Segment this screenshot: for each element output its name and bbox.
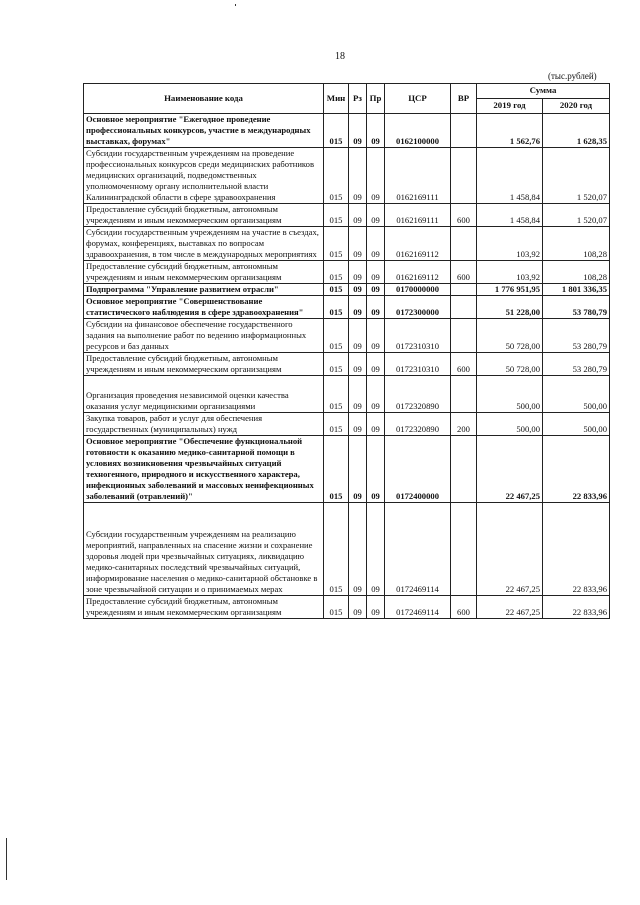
- table-row: [84, 227, 610, 261]
- row-rz: 09: [349, 227, 367, 261]
- row-pr: 09: [367, 284, 385, 296]
- header-year-2020: 2020 год: [543, 99, 610, 114]
- row-min: 015: [324, 413, 349, 436]
- row-rz: 09: [349, 353, 367, 376]
- row-vr: 200: [451, 413, 477, 436]
- row-min: 015: [324, 204, 349, 227]
- table-row: [84, 319, 610, 353]
- row-rz: 09: [349, 114, 367, 148]
- row-rz: 09: [349, 296, 367, 319]
- row-vr: 600: [451, 596, 477, 619]
- row-amount-2019: 22 467,25: [477, 503, 543, 596]
- row-pr: 09: [367, 413, 385, 436]
- row-amount-2019: 1 776 951,95: [477, 284, 543, 296]
- row-name: Предоставление субсидий бюджетным, автономным учреждениям и иным некоммерческим организациям: [84, 353, 324, 376]
- row-vr: [451, 296, 477, 319]
- row-amount-2019: 103,92: [477, 261, 543, 284]
- table-row: [84, 413, 610, 436]
- row-csr: 0172469114: [385, 596, 451, 619]
- row-csr: 0162100000: [385, 114, 451, 148]
- row-pr: 09: [367, 596, 385, 619]
- row-csr: 0172320890: [385, 376, 451, 413]
- row-min: 015: [324, 148, 349, 204]
- row-rz: 09: [349, 413, 367, 436]
- row-csr: 0162169111: [385, 204, 451, 227]
- page-number: 18: [335, 51, 345, 62]
- row-amount-2019: 50 728,00: [477, 353, 543, 376]
- row-vr: [451, 503, 477, 596]
- row-amount-2020: 108,28: [543, 227, 610, 261]
- header-year-2019: 2019 год: [477, 99, 543, 114]
- row-amount-2020: 1 801 336,35: [543, 284, 610, 296]
- row-amount-2020: 53 780,79: [543, 296, 610, 319]
- row-min: 015: [324, 436, 349, 503]
- row-csr: 0162169112: [385, 227, 451, 261]
- row-rz: 09: [349, 261, 367, 284]
- row-rz: 09: [349, 503, 367, 596]
- row-name: Закупка товаров, работ и услуг для обеспечения государственных (муниципальных) нужд: [84, 413, 324, 436]
- row-min: 015: [324, 296, 349, 319]
- header-pr: Пр: [367, 84, 385, 114]
- row-rz: 09: [349, 436, 367, 503]
- row-vr: [451, 376, 477, 413]
- header-min: Мин: [324, 84, 349, 114]
- row-name: Предоставление субсидий бюджетным, автономным учреждениям и иным некоммерческим организациям: [84, 596, 324, 619]
- row-amount-2020: 500,00: [543, 413, 610, 436]
- row-pr: 09: [367, 353, 385, 376]
- row-pr: 09: [367, 503, 385, 596]
- row-vr: 600: [451, 204, 477, 227]
- row-min: 015: [324, 319, 349, 353]
- row-amount-2020: 1 520,07: [543, 204, 610, 227]
- row-min: 015: [324, 227, 349, 261]
- row-amount-2019: 22 467,25: [477, 436, 543, 503]
- row-amount-2019: 1 562,76: [477, 114, 543, 148]
- row-vr: 600: [451, 261, 477, 284]
- header-sum: Сумма: [477, 84, 610, 99]
- row-rz: 09: [349, 204, 367, 227]
- row-name: Предоставление субсидий бюджетным, автономным учреждениям и иным некоммерческим организациям: [84, 204, 324, 227]
- table-row: [84, 353, 610, 376]
- row-rz: 09: [349, 284, 367, 296]
- row-vr: [451, 436, 477, 503]
- table-row: [84, 284, 610, 296]
- row-min: 015: [324, 353, 349, 376]
- row-amount-2019: 22 467,25: [477, 596, 543, 619]
- row-pr: 09: [367, 114, 385, 148]
- scan-mark: [6, 838, 7, 880]
- row-pr: 09: [367, 261, 385, 284]
- row-name: Подпрограмма "Управление развитием отрасли": [84, 284, 324, 296]
- row-amount-2020: 22 833,96: [543, 436, 610, 503]
- row-amount-2019: 500,00: [477, 376, 543, 413]
- table-row: [84, 261, 610, 284]
- row-min: 015: [324, 376, 349, 413]
- table-row: [84, 503, 610, 596]
- row-csr: 0172320890: [385, 413, 451, 436]
- row-rz: 09: [349, 376, 367, 413]
- row-csr: 0170000000: [385, 284, 451, 296]
- row-pr: 09: [367, 204, 385, 227]
- row-rz: 09: [349, 319, 367, 353]
- row-name: Субсидии государственным учреждениям на реализацию мероприятий, направленных на спасение жизни и сохранение здоровья людей при чрезвычайных ситуациях, ликвидацию медико-санитарных последствий чрезвычайных ситуаций, информирование населения о медико-санитарной обстановке в зоне чрезвычайной ситуации и о принимаемых мерах: [84, 503, 324, 596]
- header-vr: ВР: [451, 84, 477, 114]
- row-amount-2020: 500,00: [543, 376, 610, 413]
- row-csr: 0172400000: [385, 436, 451, 503]
- row-min: 015: [324, 114, 349, 148]
- row-pr: 09: [367, 319, 385, 353]
- row-vr: [451, 148, 477, 204]
- row-amount-2019: 50 728,00: [477, 319, 543, 353]
- row-pr: 09: [367, 227, 385, 261]
- row-amount-2020: 22 833,96: [543, 503, 610, 596]
- units-label: (тыс.рублей): [548, 71, 597, 81]
- row-min: 015: [324, 261, 349, 284]
- row-vr: [451, 284, 477, 296]
- row-min: 015: [324, 284, 349, 296]
- row-vr: [451, 114, 477, 148]
- table-row: [84, 596, 610, 619]
- row-name: Основное мероприятие "Обеспечение функциональной готовности к оказанию медико-санитарной помощи в условиях возникновения чрезвычайных ситуаций техногенного, природного и искусственного характера, инфекционных заболеваний и массовых неинфекционных заболеваний (отравлений)": [84, 436, 324, 503]
- row-vr: [451, 227, 477, 261]
- row-name: Субсидии государственным учреждениям на участие в съездах, форумах, конференциях, выставках по вопросам здравоохранения, в том числе в международных мероприятиях: [84, 227, 324, 261]
- row-csr: 0172469114: [385, 503, 451, 596]
- row-name: Организация проведения независимой оценки качества оказания услуг медицинскими организациями: [84, 376, 324, 413]
- header-rz: Рз: [349, 84, 367, 114]
- table-row: [84, 204, 610, 227]
- row-amount-2020: 53 280,79: [543, 353, 610, 376]
- row-amount-2019: 103,92: [477, 227, 543, 261]
- row-name: Субсидии государственным учреждениям на проведение профессиональных конкурсов среди медицинских работников медицинских организаций, подведомственных уполномоченному органу исполнительной власти Калининградской области в сфере здравоохранения: [84, 148, 324, 204]
- row-rz: 09: [349, 596, 367, 619]
- row-vr: [451, 319, 477, 353]
- row-amount-2020: 1 628,35: [543, 114, 610, 148]
- row-csr: 0162169112: [385, 261, 451, 284]
- table-row: [84, 436, 610, 503]
- row-pr: 09: [367, 376, 385, 413]
- table-row: [84, 296, 610, 319]
- header-name: Наименование кода: [84, 84, 324, 114]
- row-csr: 0162169111: [385, 148, 451, 204]
- row-name: Основное мероприятие "Совершенствование статистического наблюдения в сфере здравоохранения": [84, 296, 324, 319]
- row-rz: 09: [349, 148, 367, 204]
- budget-table: [83, 83, 610, 619]
- row-name: Основное мероприятие "Ежегодное проведение профессиональных конкурсов, участие в международных выставках, форумах": [84, 114, 324, 148]
- row-csr: 0172300000: [385, 296, 451, 319]
- row-amount-2019: 1 458,84: [477, 148, 543, 204]
- row-amount-2020: 22 833,96: [543, 596, 610, 619]
- row-csr: 0172310310: [385, 353, 451, 376]
- scan-mark: [235, 4, 236, 6]
- table-row: [84, 376, 610, 413]
- table-row: [84, 114, 610, 148]
- row-amount-2019: 1 458,84: [477, 204, 543, 227]
- table-row: [84, 148, 610, 204]
- table-body: [84, 114, 610, 619]
- row-pr: 09: [367, 148, 385, 204]
- row-amount-2020: 108,28: [543, 261, 610, 284]
- row-min: 015: [324, 503, 349, 596]
- row-amount-2020: 1 520,07: [543, 148, 610, 204]
- row-vr: 600: [451, 353, 477, 376]
- row-amount-2019: 51 228,00: [477, 296, 543, 319]
- row-name: Субсидии на финансовое обеспечение государственного задания на выполнение работ по ведению информационных ресурсов и баз данных: [84, 319, 324, 353]
- row-pr: 09: [367, 296, 385, 319]
- row-name: Предоставление субсидий бюджетным, автономным учреждениям и иным некоммерческим организациям: [84, 261, 324, 284]
- row-amount-2020: 53 280,79: [543, 319, 610, 353]
- row-csr: 0172310310: [385, 319, 451, 353]
- header-csr: ЦСР: [385, 84, 451, 114]
- row-pr: 09: [367, 436, 385, 503]
- row-min: 015: [324, 596, 349, 619]
- row-amount-2019: 500,00: [477, 413, 543, 436]
